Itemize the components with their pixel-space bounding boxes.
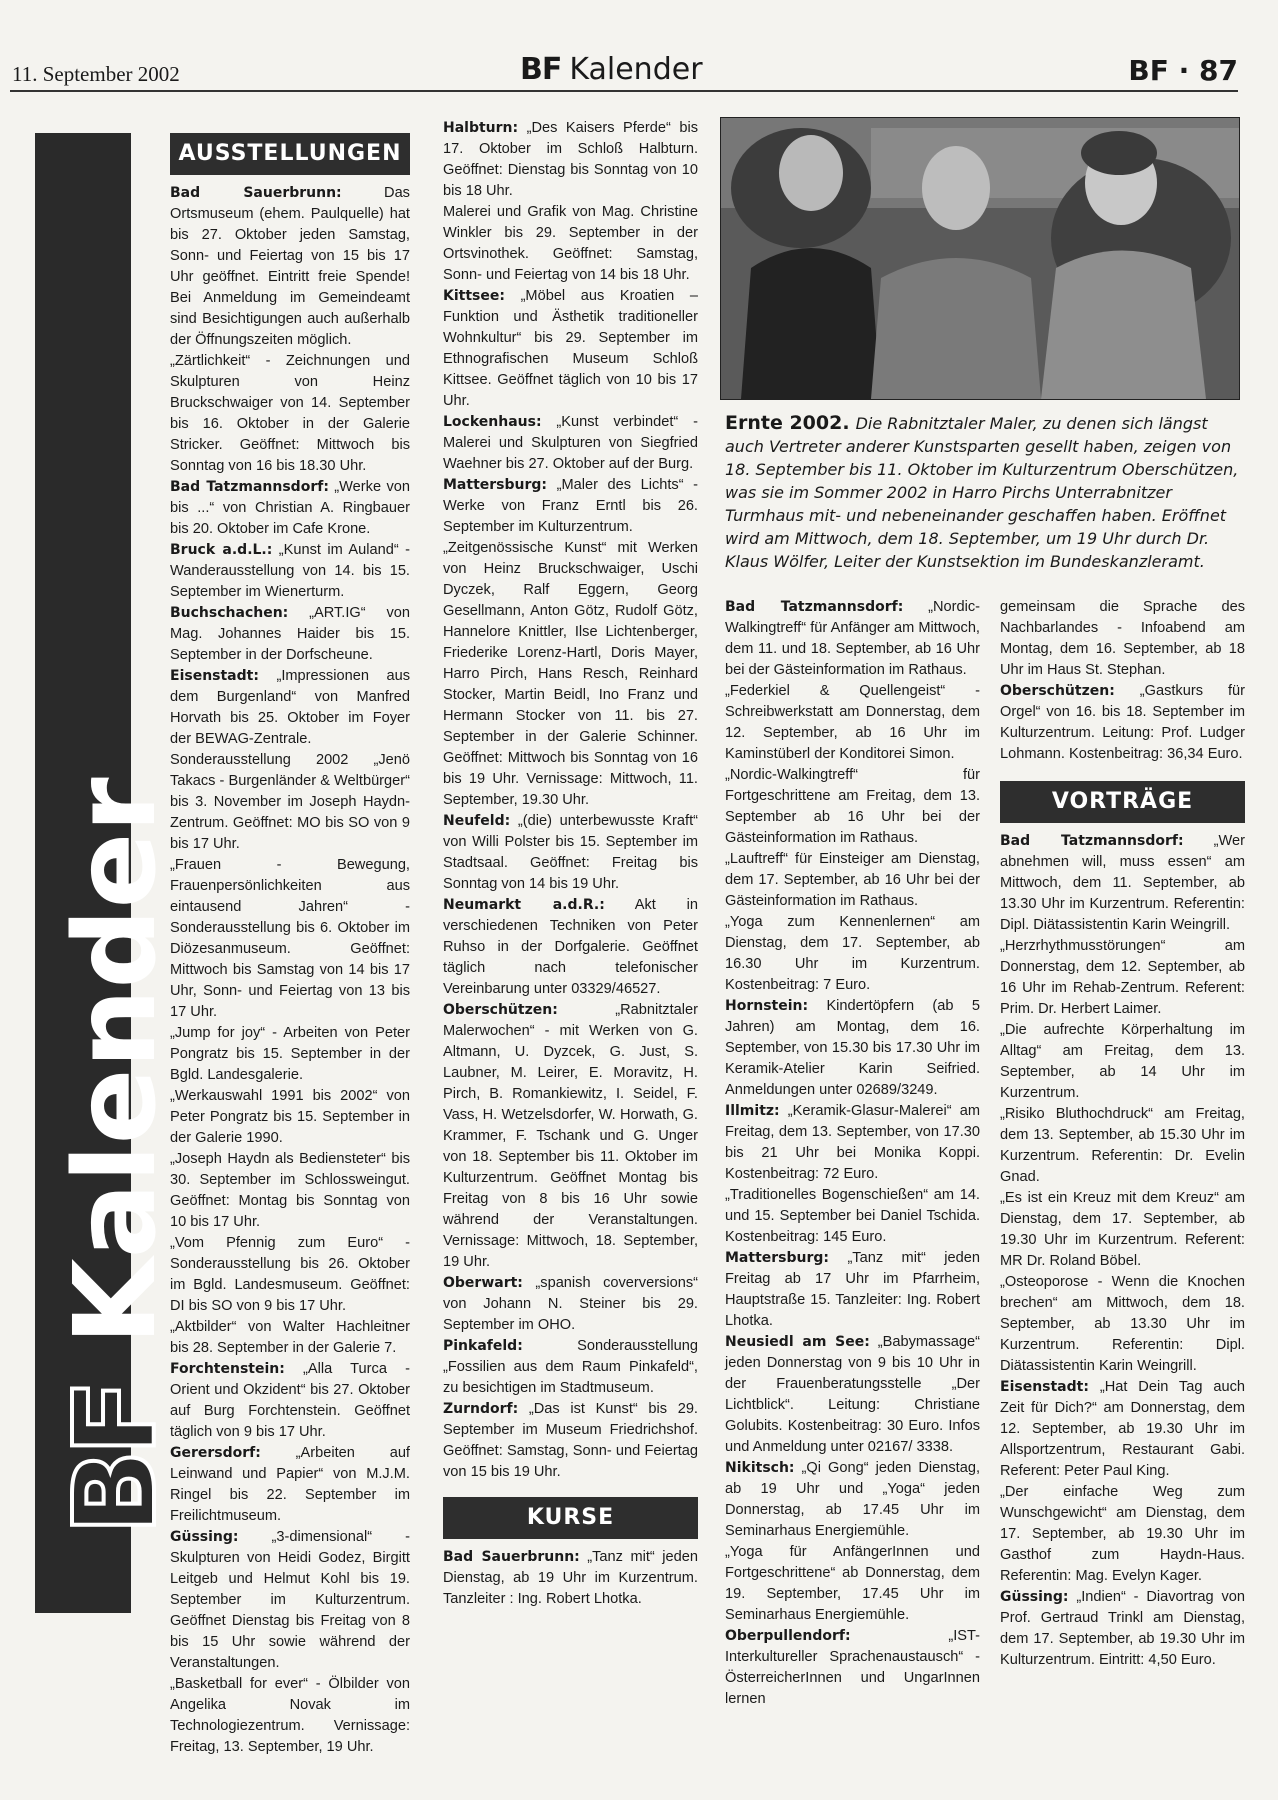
listing-text: Sonderausstellung 2002 „Jenö Takacs - Burgenländer & Weltbürger“ bis 3. November im Joseph Haydn-Zentrum. Geöffnet: MO bis SO von 9 bis 17 Uhr. <box>170 752 410 852</box>
listing-text: „Lauftreff“ für Einsteiger am Dienstag, dem 17. September, ab 16 Uhr bei der Gästeinformation im Rathaus. <box>725 851 980 909</box>
sidebar-word: Kalender <box>51 777 181 1346</box>
listing-entry <box>170 855 410 1023</box>
listing-text: „Indien“ - Diavortrag von Prof. Gertraud Trinkl am Dienstag, dem 17. September, ab 19.30 Uhr im Kulturzentrum. Eintritt: 4,50 Euro. <box>1000 1589 1245 1668</box>
listing-text: „Keramik-Glasur-Malerei“ am Freitag, dem 13. September, von 17.30 bis 21 Uhr bei Monika Koppi. Kostenbeitrag: 72 Euro. <box>725 1103 980 1182</box>
listing-entry <box>443 538 698 811</box>
listing-text: „Arbeiten auf Leinwand und Papier“ von M.J.M. Ringel bis 22. September im Freilichtmuseum. <box>170 1445 410 1524</box>
listing-entry <box>725 681 980 765</box>
listing-text: „Traditionelles Bogenschießen“ am 14. und 15. September bei Daniel Tschida. Kostenbeitrag: 145 Euro. <box>725 1187 980 1245</box>
section-title <box>520 52 703 87</box>
listing-place: Bruck a.d.L.: <box>170 542 273 558</box>
listing-entry <box>725 597 980 681</box>
listing-entry <box>170 1674 410 1758</box>
listing-entry <box>443 412 698 475</box>
listing-place: Bad Sauerbrunn: <box>170 185 342 201</box>
listing-text: „Federkiel & Quellengeist“ - Schreibwerkstatt am Donnerstag, dem 12. September, ab 16 Uhr im Kaminstüberl der Konditorei Simon. <box>725 683 980 762</box>
listing-place: Oberpullendorf: <box>725 1628 851 1644</box>
listing-text: Das Ortsmuseum (ehem. Paulquelle) hat bis 27. Oktober jeden Samstag, Sonn- und Feiertag von 15 bis 17 Uhr geöffnet. Eintritt freie Spende! Bei Anmeldung im Gemeindeamt sind Besichtigungen auch außerhalb der Öffnungszeiten möglich. <box>170 185 410 348</box>
listing-text: „Osteoporose - Wenn die Knochen brechen“ am Mittwoch, dem 18. September, ab 13.30 Uhr im Kurzentrum. Referentin: Dipl. Diätassistentin Karin Weingrill. <box>1000 1274 1245 1374</box>
listing-text: „Risiko Bluthochdruck“ am Freitag, dem 13. September, ab 15.30 Uhr im Kurzentrum. Referentin: Dr. Evelin Gnad. <box>1000 1106 1245 1185</box>
listing-entry <box>443 895 698 1000</box>
listing-text: „Das ist Kunst“ bis 29. September im Museum Friedrichshof. Geöffnet: Samstag, Sonn- und Feiertag von 15 bis 19 Uhr. <box>443 1401 698 1480</box>
listing-text: „Werke von bis ...“ von Christian A. Ringbauer bis 20. Oktober im Cafe Krone. <box>170 479 410 537</box>
listing-text: „Zeitgenössische Kunst“ mit Werken von Heinz Bruckschwaiger, Uschi Dyczek, Ralf Eggern, Georg Gesellmann, Anton Götz, Rudolf Götz, Hannelore Knittler, Ilse Lichtenberger, Friederike Lorenz-Hartl, Doris Mayer, Harro Pirch, Hans Resch, Reinhard Stocker, Martin Beidl, Ino Franz und Hermann Stocker von 11. bis 27. September in der Galerie Schinner. Geöffnet: Mittwoch bis Sonntag von 16 bis 19 Uhr. Vernissage: Mittwoch, 11. September, 19.30 Uhr. <box>443 540 698 808</box>
listing-place: Bad Tatzmannsdorf: <box>725 599 904 615</box>
listing-text: „Nordic-Walkingtreff“ für Anfänger am Mittwoch, dem 11. und 18. September, ab 16 Uhr bei der Gästeinformation im Rathaus. <box>725 599 980 678</box>
photo-ernte <box>720 117 1240 400</box>
listing-text: „Des Kaisers Pferde“ bis 17. Oktober im Schloß Halbturn. Geöffnet: Dienstag bis Sonntag von 10 bis 18 Uhr. <box>443 120 698 199</box>
listing-entry <box>1000 831 1245 936</box>
listing-text: „Zärtlichkeit“ - Zeichnungen und Skulpturen von Heinz Bruckschwaiger von 14. September bis 16. Oktober in der Galerie Stricker. Geöffnet: Mittwoch bis Sonntag von 16 bis 18.30 Uhr. <box>170 353 410 474</box>
listing-text: „IST- Interkultureller Sprachenaustausch“ - ÖsterreicherInnen und UngarInnen lernen <box>725 1628 980 1707</box>
listing-place: Pinkafeld: <box>443 1338 523 1354</box>
listing-entry <box>170 750 410 855</box>
listing-place: Halbturn: <box>443 120 519 136</box>
listing-text: „Die aufrechte Körperhaltung im Alltag“ am Freitag, dem 13. September, ab 14 Uhr im Kurzentrum. <box>1000 1022 1245 1101</box>
listing-entry <box>725 1626 980 1710</box>
listing-entry <box>170 1149 410 1233</box>
listing-entry <box>1000 1188 1245 1272</box>
listing-text: „3-dimensional“ - Skulpturen von Heidi Godez, Birgitt Leitgeb und Helmut Kohl bis 19. September im Kulturzentrum. Geöffnet Dienstag bis Freitag von 8 bis 15 Uhr sowie während der Veranstaltungen. <box>170 1529 410 1671</box>
listing-entry <box>170 183 410 351</box>
listing-text: „Hat Dein Tag auch Zeit für Dich?“ am Donnerstag, dem 12. September, ab 19.30 Uhr im Allsportzentrum, Restaurant Gabi. Referent: Peter Paul King. <box>1000 1379 1245 1479</box>
listing-entry <box>170 351 410 477</box>
listing-text: Kindertöpfern (ab 5 Jahren) am Montag, dem 16. September, von 15.30 bis 17.30 Uhr im Keramik-Atelier Karin Seifried. Anmeldungen unter 02689/3249. <box>725 998 980 1098</box>
listing-entry <box>725 849 980 912</box>
listing-text: „spanish coverversions“ von Johann N. Steiner bis 29. September im OHO. <box>443 1275 698 1333</box>
listing-entry <box>725 1101 980 1185</box>
listing-place: Bad Tatzmannsdorf: <box>1000 833 1184 849</box>
listing-text: „Es ist ein Kreuz mit dem Kreuz“ am Dienstag, dem 17. September, ab 19.30 Uhr im Kurzentrum. Referent: MR Dr. Roland Böbel. <box>1000 1190 1245 1269</box>
listing-place: Zurndorf: <box>443 1401 519 1417</box>
listing-place: Nikitsch: <box>725 1460 795 1476</box>
listing-entry <box>170 666 410 750</box>
column-1 <box>170 133 410 1758</box>
entries-kurse-col2 <box>443 1547 698 1610</box>
listing-entry <box>1000 1587 1245 1671</box>
entries-vortraege-col4 <box>1000 831 1245 1671</box>
column-4 <box>1000 597 1245 1671</box>
listing-place: Neumarkt a.d.R.: <box>443 897 605 913</box>
sidebar-brand: BF <box>51 1385 181 1535</box>
photo-caption-text: Die Rabnitztaler Maler, zu denen sich längst auch Vertreter anderer Kunstsparten gesellt haben, zeigen von 18. September bis 11. Oktober im Kulturzentrum Oberschützen, was sie im Sommer 2002 in Harro Pirchs Unterrabnitzer Turmhaus mit- und nebeneinander geschaffen haben. Eröffnet wird am Mittwoch, dem 18. September, um 19 Uhr durch Dr. Klaus Wölfer, Leiter der Kunstsektion im Bundeskanzleramt. <box>725 414 1239 571</box>
listing-text: „Wer abnehmen will, muss essen“ am Mittwoch, dem 11. September, ab 13.30 Uhr im Kurzentrum. Referentin: Dipl. Diätassistentin Karin Weingrill. <box>1000 833 1245 933</box>
listing-entry <box>725 765 980 849</box>
listing-place: Güssing: <box>1000 1589 1069 1605</box>
listing-text: gemeinsam die Sprache des Nachbarlandes - Infoabend am Montag, dem 16. September, ab 18 Uhr im Haus St. Stephan. <box>1000 599 1245 678</box>
listing-text: „Werkauswahl 1991 bis 2002“ von Peter Pongratz bis 15. September in der Galerie 1990. <box>170 1088 410 1146</box>
listing-text: „Kunst verbindet“ - Malerei und Skulpturen von Siegfried Waehner bis 27. Oktober auf der Burg. <box>443 414 698 472</box>
listing-text: „Alla Turca - Orient und Okzident“ bis 27. Oktober auf Burg Forchtenstein. Geöffnet täglich von 9 bis 17 Uhr. <box>170 1361 410 1440</box>
listing-text: „Yoga für AnfängerInnen und Fortgeschrittene“ ab Donnerstag, dem 19. September, 17.45 Uhr im Seminarhaus Energiemühle. <box>725 1544 980 1623</box>
listing-place: Bad Sauerbrunn: <box>443 1549 580 1565</box>
sidebar-banner-text <box>51 777 181 1535</box>
listing-text: „Maler des Lichts“ - Werke von Franz Erntl bis 26. September im Kulturzentrum. <box>443 477 698 535</box>
listing-text: Sonderausstellung „Fossilien aus dem Raum Pinkafeld“, zu besichtigen im Stadtmuseum. <box>443 1338 698 1396</box>
listing-entry <box>443 475 698 538</box>
listing-entry <box>170 540 410 603</box>
listing-entry <box>443 1000 698 1273</box>
header-rule <box>10 90 1238 92</box>
listing-text: „Tanz mit“ jeden Dienstag, ab 19 Uhr im Kurzentrum. Tanzleiter : Ing. Robert Lhotka. <box>443 1549 698 1607</box>
listing-place: Oberschützen: <box>1000 683 1115 699</box>
listing-text: „(die) unterbewusste Kraft“ von Willi Polster bis 15. September im Stadtsaal. Geöffnet: Freitag bis Sonntag von 14 bis 19 Uhr. <box>443 813 698 892</box>
listing-text: „Qi Gong“ jeden Dienstag, ab 19 Uhr und „Yoga“ jeden Donnerstag, ab 17.45 Uhr im Seminarhaus Energiemühle. <box>725 1460 980 1539</box>
listing-entry <box>170 477 410 540</box>
listing-place: Oberwart: <box>443 1275 523 1291</box>
listing-text: „Jump for joy“ - Arbeiten von Peter Pongratz bis 15. September in der Bgld. Landesgalerie. <box>170 1025 410 1083</box>
listing-entry <box>443 118 698 202</box>
listing-entry <box>443 811 698 895</box>
listing-place: Kittsee: <box>443 288 505 304</box>
listing-place: Neufeld: <box>443 813 511 829</box>
photo-caption <box>725 412 1245 573</box>
column-2 <box>443 118 698 1610</box>
listing-entry <box>725 912 980 996</box>
listing-entry <box>443 1399 698 1483</box>
listing-text: „Nordic-Walkingtreff“ für Fortgeschrittene am Freitag, dem 13. September ab 16 Uhr bei der Gästeinformation im Rathaus. <box>725 767 980 846</box>
page-number: BF · 87 <box>1128 54 1238 87</box>
listing-place: Güssing: <box>170 1529 239 1545</box>
listing-entry <box>1000 936 1245 1020</box>
listing-entry <box>1000 1482 1245 1587</box>
listing-entry <box>443 1547 698 1610</box>
listing-entry <box>1000 1020 1245 1104</box>
listing-text: „Der einfache Weg zum Wunschgewicht“ am Dienstag, dem 17. September, ab 19.30 Uhr im Gasthof zum Haydn-Haus. Referentin: Mag. Evelyn Kager. <box>1000 1484 1245 1584</box>
listing-entry <box>170 1023 410 1086</box>
listing-text: „Frauen - Bewegung, Frauenpersönlichkeiten aus eintausend Jahren“ - Sonderausstellung bis 6. Oktober im Diözesanmuseum. Geöffnet: Mittwoch bis Samstag von 14 bis 17 Uhr, Sonn- und Feiertag von 13 bis 17 Uhr. <box>170 857 410 1020</box>
issue-date: 11. September 2002 <box>12 62 180 86</box>
listing-text: „Impressionen aus dem Burgenland“ von Manfred Horvath bis 25. Oktober im Foyer der BEWAG-Zentrale. <box>170 668 410 747</box>
listing-entry <box>1000 1377 1245 1482</box>
listing-entry <box>170 1527 410 1674</box>
listing-entry <box>170 1443 410 1527</box>
listing-entry <box>725 1458 980 1542</box>
listing-entry <box>170 1317 410 1359</box>
listing-entry <box>170 603 410 666</box>
listing-entry <box>170 1233 410 1317</box>
listing-place: Lockenhaus: <box>443 414 542 430</box>
photo-illustration <box>721 118 1239 399</box>
listing-text: „Basketball for ever“ - Ölbilder von Angelika Novak im Technologiezentrum. Vernissage: Freitag, 13. September, 19 Uhr. <box>170 1676 410 1755</box>
listing-entry <box>1000 1272 1245 1377</box>
listing-text: „Joseph Haydn als Bediensteter“ bis 30. September im Schlossweingut. Geöffnet: Montag bis Sonntag von 10 bis 17 Uhr. <box>170 1151 410 1230</box>
listing-place: Illmitz: <box>725 1103 780 1119</box>
listing-entry <box>1000 1104 1245 1188</box>
listing-text: „Yoga zum Kennenlernen“ am Dienstag, dem 17. September, ab 16.30 Uhr im Kurzentrum. Kostenbeitrag: 7 Euro. <box>725 914 980 993</box>
listing-text: „ART.IG“ von Mag. Johannes Haider bis 15. September in der Dorfscheune. <box>170 605 410 663</box>
listing-text: „Herzrhythmusstörungen“ am Donnerstag, dem 12. September, ab 16 Uhr im Rehab-Zentrum. Referent: Prim. Dr. Herbert Laimer. <box>1000 938 1245 1017</box>
listing-place: Eisenstadt: <box>170 668 259 684</box>
listing-entry <box>725 1185 980 1248</box>
listing-text: „Tanz mit“ jeden Freitag ab 17 Uhr im Pfarrheim, Hauptstraße 15. Tanzleiter: Ing. Robert Lhotka. <box>725 1250 980 1329</box>
entries-col1 <box>170 183 410 1758</box>
listing-entry <box>725 1542 980 1626</box>
listing-text: Malerei und Grafik von Mag. Christine Winkler bis 29. September in der Ortsvinothek. Geöffnet: Samstag, Sonn- und Feiertag von 14 bis 18 Uhr. <box>443 204 698 283</box>
listing-text: „Möbel aus Kroatien – Funktion und Ästhetik traditioneller Wohnkultur“ bis 29. September im Ethnografischen Museum Schloß Kittsee. Geöffnet täglich von 10 bis 17 Uhr. <box>443 288 698 409</box>
listing-place: Neusiedl am See: <box>725 1334 870 1350</box>
listing-place: Eisenstadt: <box>1000 1379 1089 1395</box>
listing-text: Akt in verschiedenen Techniken von Peter Ruhso in der Dorfgalerie. Geöffnet täglich nach telefonischer Vereinbarung unter 03329/46527. <box>443 897 699 997</box>
section-header-kurse: KURSE <box>443 1497 698 1539</box>
section-header-ausstellungen: AUSSTELLUNGEN <box>170 133 410 175</box>
entries-col4 <box>1000 597 1245 765</box>
brand-logo: BF <box>520 52 562 87</box>
listing-entry <box>725 1248 980 1332</box>
listing-entry <box>170 1359 410 1443</box>
listing-place: Mattersburg: <box>725 1250 830 1266</box>
entries-col3 <box>725 597 980 1710</box>
listing-place: Oberschützen: <box>443 1002 558 1018</box>
listing-text: „Vom Pfennig zum Euro“ - Sonderausstellung bis 26. Oktober im Bgld. Landesmuseum. Geöffnet: DI bis SO von 9 bis 17 Uhr. <box>170 1235 410 1314</box>
listing-entry <box>170 1086 410 1149</box>
listing-place: Buchschachen: <box>170 605 289 621</box>
section-title-text: Kalender <box>569 52 703 87</box>
listing-entry <box>725 1332 980 1458</box>
section-header-vortraege: VORTRÄGE <box>1000 781 1245 823</box>
photo-caption-title: Ernte 2002. <box>725 412 850 434</box>
entries-col2 <box>443 118 698 1483</box>
listing-text: „Gastkurs für Orgel“ von 16. bis 18. September im Kulturzentrum. Leitung: Prof. Ludger Lohmann. Kostenbeitrag: 36,34 Euro. <box>1000 683 1245 762</box>
listing-text: „Kunst im Auland“ - Wanderausstellung von 14. bis 15. September im Wienerturm. <box>170 542 410 600</box>
listing-entry <box>443 202 698 286</box>
listing-place: Gerersdorf: <box>170 1445 261 1461</box>
listing-text: „Babymassage“ jeden Donnerstag von 9 bis 10 Uhr in der Frauenberatungsstelle „Der Lichtblick“. Leitung: Christiane Golubits. Kostenbeitrag: 30 Euro. Infos und Anmeldung unter 02167/ 3338. <box>725 1334 980 1455</box>
listing-entry <box>725 996 980 1101</box>
listing-place: Forchtenstein: <box>170 1361 285 1377</box>
listing-entry <box>1000 597 1245 681</box>
column-3 <box>725 597 980 1710</box>
listing-text: „Rabnitztaler Malerwochen“ - mit Werken von G. Altmann, U. Dyzcek, G. Just, S. Laubner, M. Leirer, E. Moravitz, H. Pirch, B. Romankiewitz, I. Seidel, F. Vass, H. Wetzelsdorfer, W. Horwath, G. Krammer, F. Tschank und G. Unger von 18. September bis 11. Oktober im Kulturzentrum. Geöffnet Montag bis Freitag von 8 bis 16 Uhr sowie während der Veranstaltungen. Vernissage: Mittwoch, 18. September, 19 Uhr. <box>443 1002 698 1270</box>
listing-place: Bad Tatzmannsdorf: <box>170 479 329 495</box>
listing-entry <box>443 1336 698 1399</box>
listing-place: Mattersburg: <box>443 477 548 493</box>
listing-entry <box>443 286 698 412</box>
listing-text: „Aktbilder“ von Walter Hachleitner bis 28. September in der Galerie 7. <box>170 1319 410 1356</box>
listing-place: Hornstein: <box>725 998 809 1014</box>
listing-entry <box>443 1273 698 1336</box>
listing-entry <box>1000 681 1245 765</box>
